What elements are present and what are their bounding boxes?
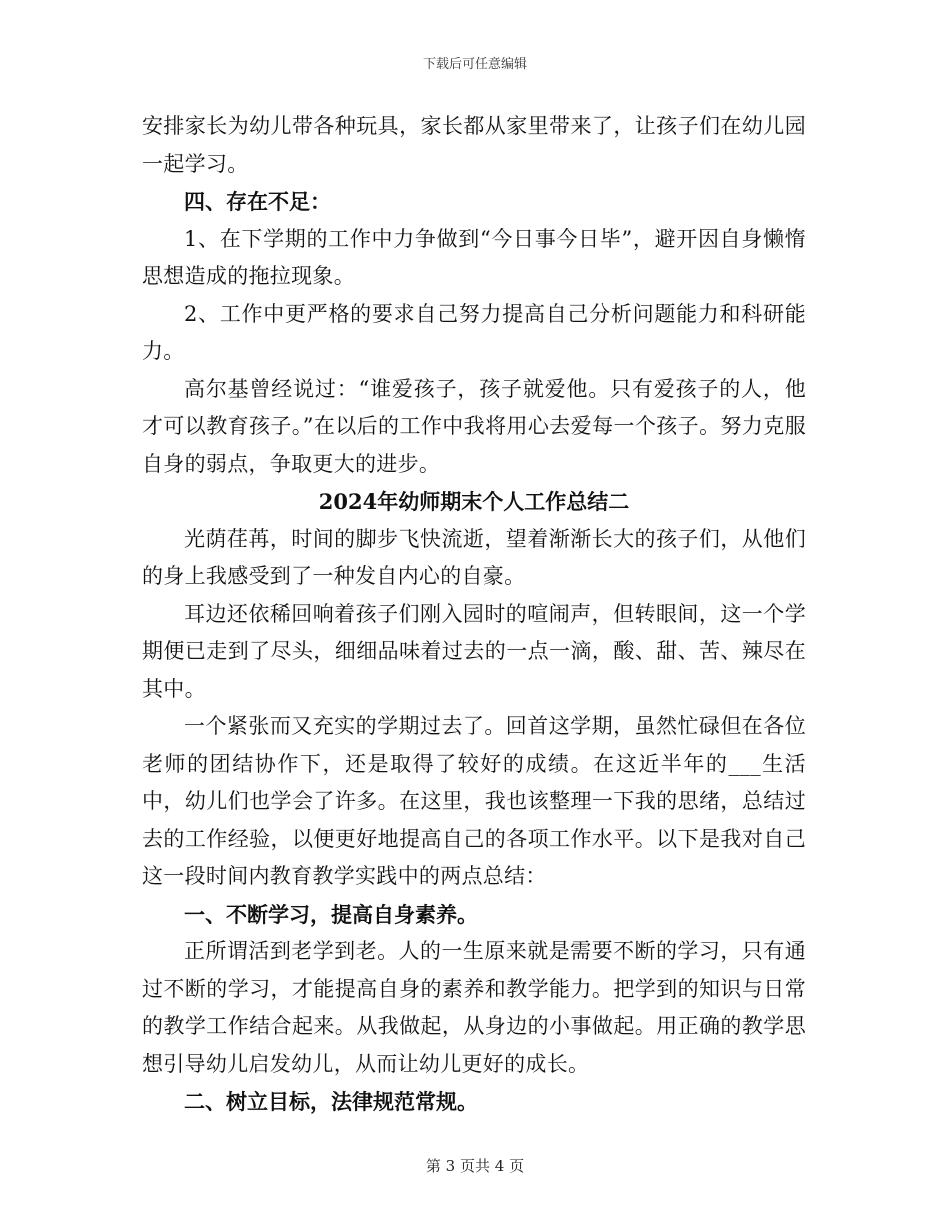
section-heading-goals: 二、树立目标，法律规范常规。 — [184, 1089, 478, 1114]
paragraph-quote: 高尔基曾经说过：“谁爱孩子，孩子就爱他。只有爱孩子的人，他才可以教育孩子。”在以后的工作中我将用心去爱每一个孩子。努力克服自身的弱点，争取更大的进步。 — [142, 376, 806, 476]
paragraph-learning: 正所谓活到老学到老。人的一生原来就是需要不断的学习，只有通过不断的学习，才能提高自身的素养和教学能力。把学到的知识与日常的教学工作结合起来。从我做起，从身边的小事做起。用正确的教学思想引导幼儿启发幼儿，从而让幼儿更好的成长。 — [142, 939, 806, 1076]
section-heading-shortcomings: 四、存在不足： — [184, 189, 331, 214]
page-footer: 第 3 页共 4 页 — [425, 1157, 525, 1175]
section-heading-learning: 一、不断学习，提高自身素养。 — [184, 901, 478, 927]
document-body — [142, 108, 806, 1121]
paragraph-memory: 耳边还依稀回响着孩子们刚入园时的喧闹声，但转眼间，这一个学期便已走到了尽头，细细品味着过去的一点一滴，酸、甜、苦、辣尽在其中。 — [142, 601, 806, 701]
page-header: 下载后可任意编辑 — [422, 57, 527, 72]
paragraph-intro: 光荫荏苒，时间的脚步飞快流逝，望着渐渐长大的孩子们，从他们的身上我感受到了一种发自内心的自豪。 — [142, 526, 806, 588]
document-title-2: 2024年幼师期末个人工作总结二 — [318, 489, 630, 514]
paragraph-continuation: 安排家长为幼儿带各种玩具，家长都从家里带来了，让孩子们在幼儿园一起学习。 — [142, 114, 806, 176]
paragraph-summary: 一个紧张而又充实的学期过去了。回首这学期，虽然忙碌但在各位老师的团结协作下，还是取得了较好的成绩。在这近半年的___生活中，幼儿们也学会了许多。在这里，我也该整理一下我的思绪，总结过去的工作经验，以便更好地提高自己的各项工作水平。以下是我对自己这一段时间内教育教学实践中的两点总结： — [142, 714, 806, 888]
paragraph-item-1: 1、在下学期的工作中力争做到“今日事今日毕”，避开因自身懒惰思想造成的拖拉现象。 — [142, 226, 806, 288]
paragraph-item-2: 2、工作中更严格的要求自己努力提高自己分析问题能力和科研能力。 — [142, 301, 806, 363]
